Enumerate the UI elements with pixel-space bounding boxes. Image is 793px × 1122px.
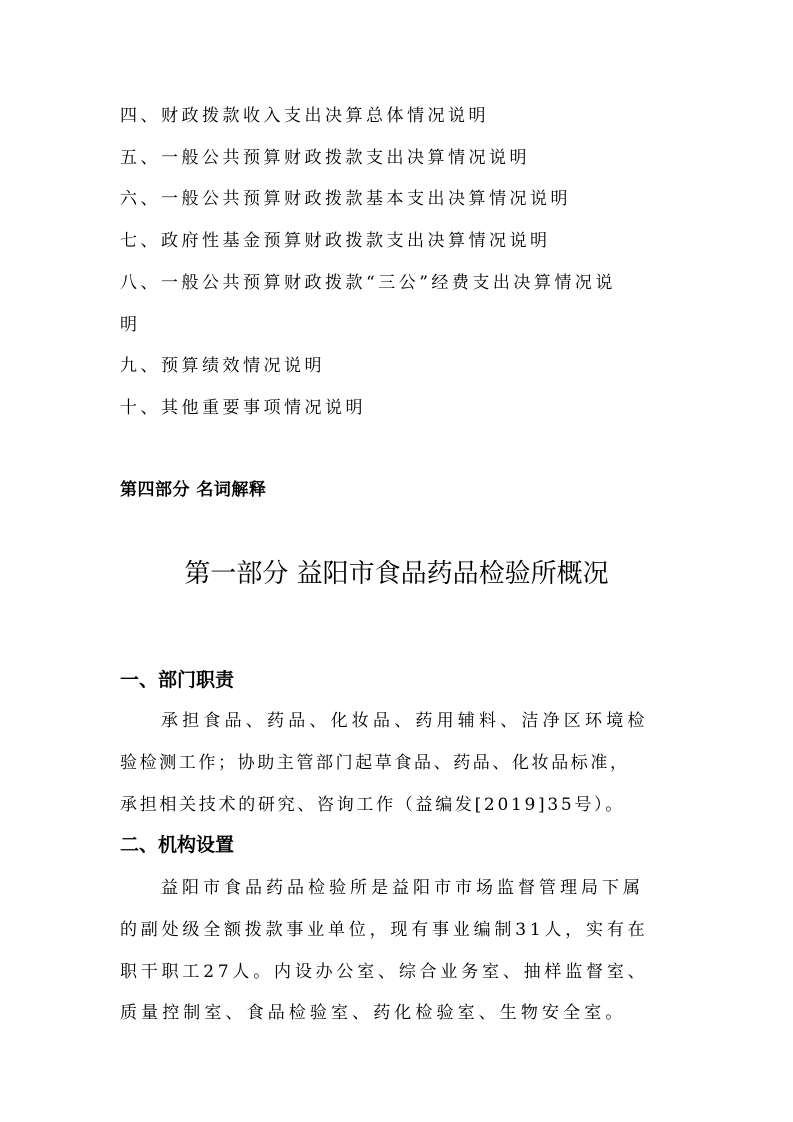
paragraph-line: 职干职工27人。内设办公室、综合业务室、抽样监督室、: [120, 962, 649, 982]
paragraph-line: 承担食品、药品、化妆品、药用辅料、洁净区环境检: [161, 711, 649, 731]
paragraph-line: 的副处级全额拨款事业单位，现有事业编制31人，实有在: [120, 920, 649, 940]
paragraph-line: 验检测工作；协助主管部门起草食品、药品、化妆品标准，: [120, 753, 630, 773]
toc-item-6: 六、一般公共预算财政拨款基本支出决算情况说明: [120, 189, 571, 209]
paragraph-line: 益阳市食品药品检验所是益阳市市场监督管理局下属: [161, 878, 644, 898]
paragraph-line: 承担相关技术的研究、咨询工作（益编发[2019]35号）。: [120, 795, 625, 815]
toc-item-9: 九、预算绩效情况说明: [120, 356, 325, 376]
toc-item-5: 五、一般公共预算财政拨款支出决算情况说明: [120, 148, 530, 168]
part-1-title: 第一部分 益阳市食品药品检验所概况: [184, 559, 609, 589]
toc-item-7: 七、政府性基金预算财政拨款支出决算情况说明: [120, 231, 551, 251]
toc-item-4: 四、财政拨款收入支出决算总体情况说明: [120, 106, 489, 126]
part-4-heading: 第四部分 名词解释: [120, 480, 267, 500]
paragraph-line: 质量控制室、食品检验室、药化检验室、生物安全室。: [120, 1003, 627, 1023]
toc-item-8-line-2: 明: [120, 315, 141, 335]
section-1-heading: 一、部门职责: [120, 669, 235, 691]
toc-item-8-line-1: 八、一般公共预算财政拨款“三公”经费支出决算情况说: [120, 273, 616, 293]
section-2-heading: 二、机构设置: [120, 834, 235, 856]
toc-item-10: 十、其他重要事项情况说明: [120, 398, 366, 418]
